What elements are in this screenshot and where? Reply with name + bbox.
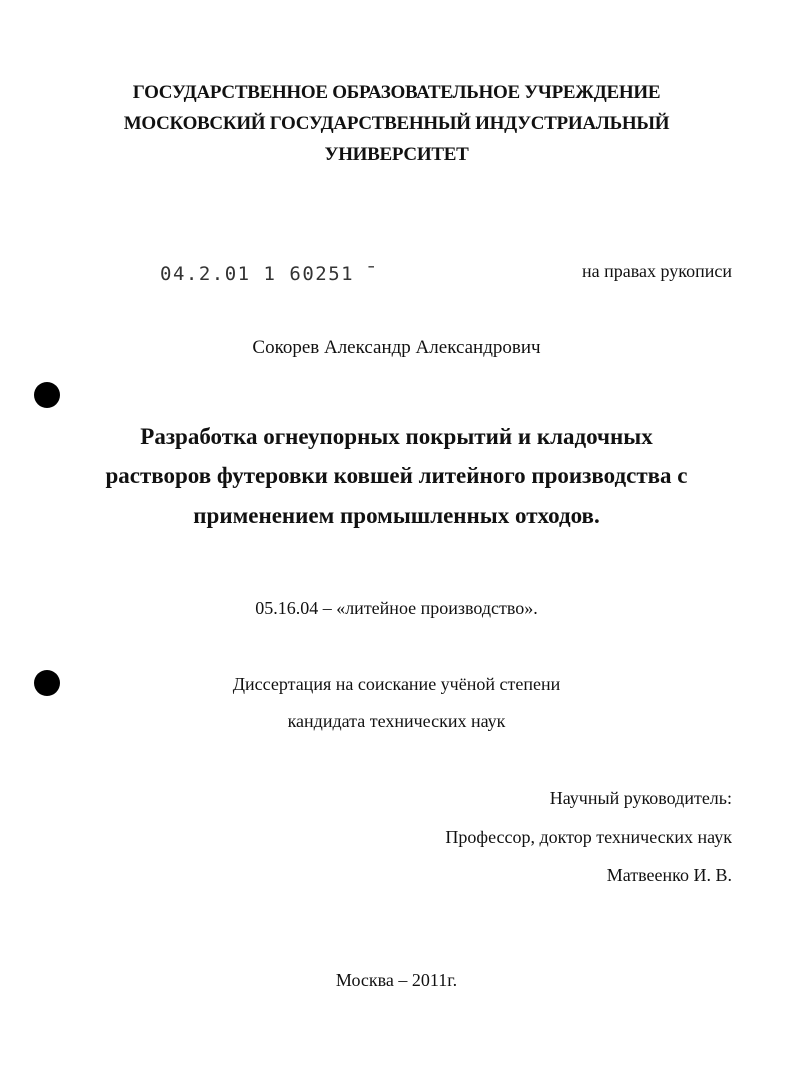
city-year: Москва – 2011г.: [335, 970, 458, 990]
supervisor-label: Научный руководитель:: [549, 788, 732, 808]
institution-line-3: УНИВЕРСИТЕТ: [324, 144, 469, 165]
degree-line-2: кандидата технических наук: [287, 711, 506, 731]
institution-line-2: МОСКОВСКИЙ ГОСУДАРСТВЕННЫЙ ИНДУСТРИАЛЬНЫЙ: [123, 113, 670, 134]
title-line-1: Разработка огнеупорных покрытий и кладочных: [140, 424, 653, 449]
manuscript-note: на правах рукописи: [582, 261, 732, 281]
registration-stamp: 04.2.01 1 60251 ̄: [160, 263, 368, 285]
degree-line-1: Диссертация на соискание учёной степени: [232, 674, 561, 694]
specialty-code: 05.16.04 – «литейное производство».: [255, 598, 538, 618]
punch-hole-top: [34, 382, 60, 408]
supervisor-name: Матвеенко И. В.: [606, 865, 732, 885]
institution-line-1: ГОСУДАРСТВЕННОЕ ОБРАЗОВАТЕЛЬНОЕ УЧРЕЖДЕНИЕ: [132, 82, 661, 103]
title-line-3: применением промышленных отходов.: [193, 503, 600, 528]
supervisor-rank: Профессор, доктор технических наук: [445, 827, 732, 847]
author-name: Сокорев Александр Александрович: [252, 337, 541, 358]
title-line-2: растворов футеровки ковшей литейного производства с: [105, 463, 688, 488]
